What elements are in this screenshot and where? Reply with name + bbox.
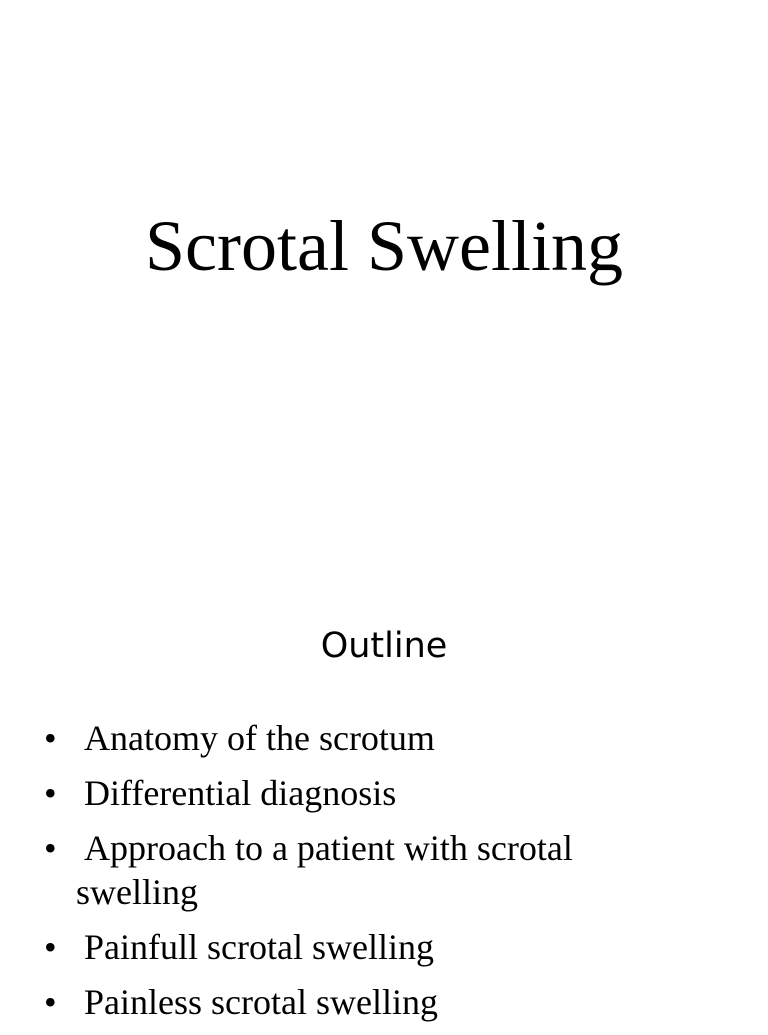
- list-item-line: swelling: [76, 872, 198, 912]
- list-item-text: Painfull scrotal swelling: [84, 927, 434, 967]
- list-item: [44, 771, 744, 815]
- list-item: [44, 826, 744, 914]
- list-item: [44, 716, 744, 760]
- list-item: [44, 980, 744, 1024]
- outline-slide: [0, 576, 768, 1024]
- outline-heading: Outline: [320, 626, 448, 666]
- bullet-icon: •: [44, 773, 57, 813]
- list-item-text: Differential diagnosis: [84, 773, 397, 813]
- bullet-icon: •: [44, 828, 57, 868]
- slide-title: Scrotal Swelling: [145, 206, 623, 286]
- list-item-text: Painless scrotal swelling: [84, 982, 438, 1022]
- list-item-text: [76, 826, 744, 914]
- outline-list: [44, 716, 744, 1035]
- list-item: [44, 925, 744, 969]
- list-item-line: Approach to a patient with scrotal: [84, 828, 573, 868]
- bullet-icon: •: [44, 982, 57, 1022]
- bullet-icon: •: [44, 927, 57, 967]
- bullet-icon: •: [44, 718, 57, 758]
- list-item-text: Anatomy of the scrotum: [84, 718, 435, 758]
